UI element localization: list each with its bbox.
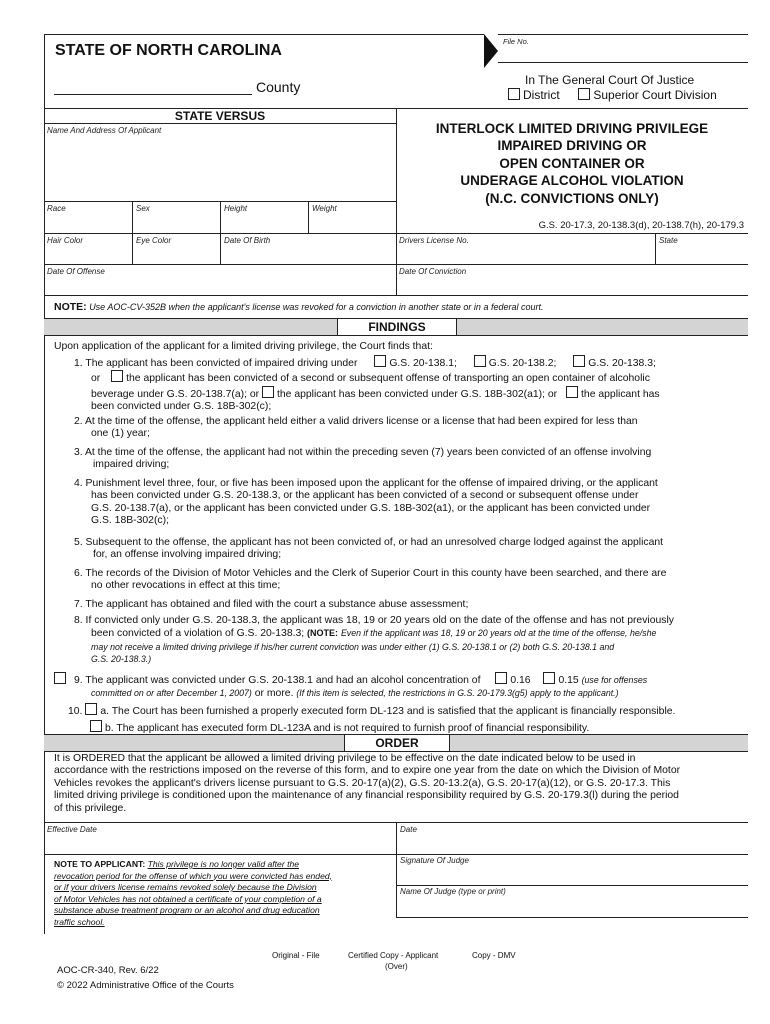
effective-date-label: Effective Date (47, 825, 97, 834)
finding-1-c2: the applicant has been convicted under G.S. 18B-302(a1); or (276, 388, 558, 400)
title-line-4: UNDERAGE ALCOHOL VIOLATION (460, 173, 684, 189)
title-line-5: (N.C. CONVICTIONS ONLY) (485, 190, 659, 206)
file-no-arrow-icon (484, 34, 498, 68)
gs-18b-302-c-checkbox[interactable] (566, 386, 578, 398)
finding-3 (74, 447, 651, 472)
race-label: Race (47, 204, 66, 213)
gs-20-138-3-checkbox[interactable] (573, 355, 585, 367)
finding-2-a: 2. At the time of the offense, the applicant held either a valid drivers license or a license that had been expired for less than (74, 416, 638, 427)
order-line-3: Vehicles revokes the applicant's drivers license pursuant to G.S. 20-17(a)(2), G.S. 20-13.2(a), G.S. 20-17(a)(12), or G.S. 20-17.3. This (54, 777, 671, 789)
gs-20-138-2-checkbox[interactable] (474, 355, 486, 367)
district-checkbox[interactable] (508, 88, 520, 100)
dl-123-checkbox[interactable] (85, 703, 97, 715)
finding-3-b: impaired driving; (93, 459, 170, 471)
applicant-note-line-5: substance abuse treatment program or an alcohol and drug education (54, 905, 320, 916)
finding-1-text: 1. The applicant has been convicted of impaired driving under (74, 358, 358, 369)
finding-7: 7. The applicant has obtained and filed with the court a substance abuse assessment; (74, 599, 469, 610)
date-offense-label: Date Of Offense (47, 267, 105, 276)
title-line-2: IMPAIRED DRIVING OR (497, 138, 647, 154)
finding-8-b: been convicted of a violation of G.S. 20-138.3; (91, 628, 305, 640)
form-number: AOC-CR-340, Rev. 6/22 (57, 965, 159, 976)
state-versus: STATE VERSUS (174, 109, 266, 123)
eye-color-label: Eye Color (136, 236, 172, 245)
finding-1 (74, 355, 754, 414)
finding-10-b: b. The applicant has executed form DL-123A and is not required to furnish proof of financial responsibility. (105, 723, 590, 735)
name-judge-field[interactable] (398, 897, 746, 915)
finding-4-d: G.S. 18B-302(c); (91, 515, 169, 527)
order-line-5: of this privilege. (54, 802, 127, 814)
gs-20-138-1-checkbox[interactable] (374, 355, 386, 367)
applicant-note-line-4: of Motor Vehicles has not obtained a certificate of your completion of a (54, 893, 322, 904)
finding-9-small: (use for offenses (581, 675, 648, 685)
bac-015-checkbox[interactable] (543, 672, 555, 684)
dl-123a-checkbox[interactable] (90, 720, 102, 732)
finding-10-num: 10. (68, 706, 83, 717)
finding-2 (74, 416, 638, 441)
form-title (398, 120, 746, 207)
file-no-field[interactable] (540, 35, 745, 61)
bac-015-label: 0.15 (558, 675, 579, 686)
finding-8-note-label: (NOTE: (307, 628, 339, 639)
finding-8-note-2: may not receive a limited driving privilege if his/her current conviction was under either (1) G.S. 20-138.1 or (2) both G.S. 20-138.1 and (91, 641, 615, 652)
finding-3-a: 3. At the time of the offense, the applicant had not within the preceding seven (7) years been convicted of an offense involving (74, 447, 652, 458)
date-field[interactable] (398, 835, 746, 853)
finding-8 (74, 615, 674, 666)
weight-label: Weight (312, 204, 337, 213)
finding-5-b: for, an offense involving impaired driving; (93, 549, 282, 561)
finding-9-checkbox[interactable] (54, 672, 66, 684)
title-line-1: INTERLOCK LIMITED DRIVING PRIVILEGE (435, 121, 709, 136)
gs-20-138-2-label: G.S. 20-138.2; (488, 358, 557, 369)
open-container-checkbox[interactable] (111, 370, 123, 382)
hair-color-label: Hair Color (47, 236, 84, 245)
name-judge-label: Name Of Judge (type or print) (400, 887, 506, 896)
file-no-label: File No. (503, 37, 529, 46)
finding-10-a: a. The Court has been furnished a properly executed form DL-123 and is satisfied that the applicant is financially responsible. (100, 706, 676, 717)
county-label: County (256, 79, 301, 95)
title-line-3: OPEN CONTAINER OR (499, 155, 645, 171)
copy-certified: Certified Copy - Applicant (348, 951, 439, 960)
findings-title: FINDINGS (337, 319, 457, 335)
superior-label: Superior Court Division (593, 88, 717, 102)
date-label: Date (400, 825, 417, 834)
applicant-note-line-3: or if your drivers license remains revoked solely because the Division (54, 882, 317, 893)
signature-judge-field[interactable] (398, 866, 746, 884)
gs-20-138-1-label: G.S. 20-138.1; (389, 358, 457, 369)
finding-5 (74, 537, 663, 562)
order-line-2: accordance with the restrictions imposed on the reverse of this form, and to expire one year from the date on which the Division of Motor (54, 765, 681, 777)
finding-1-open-container: the applicant has been convicted of a second or subsequent offense of transporting an open container of alcoholic (126, 373, 650, 385)
finding-1-c1: beverage under G.S. 20-138.7(a); or (91, 388, 260, 400)
finding-8-note-1: Even if the applicant was 18, 19 or 20 years old at the time of the offense, he/she (340, 628, 657, 639)
finding-2-b: one (1) year; (91, 428, 150, 440)
finding-6-b: no other revocations in effect at this time; (91, 580, 281, 592)
drivers-license-label: Drivers License No. (399, 236, 469, 245)
order-title: ORDER (344, 735, 450, 751)
finding-9-b1: committed on or after December 1, 2007) (91, 688, 252, 699)
applicant-note-line-1: This privilege is no longer valid after the (147, 859, 300, 869)
height-label: Height (224, 204, 248, 213)
finding-8-note-3: G.S. 20-138.3.) (91, 654, 152, 665)
date-conviction-label: Date Of Conviction (399, 267, 467, 276)
gs-20-138-3-label: G.S. 20-138.3; (588, 358, 656, 369)
copy-original: Original - File (272, 951, 320, 960)
finding-1-d: been convicted under G.S. 18B-302(c); (91, 401, 272, 413)
over-label: (Over) (385, 962, 408, 971)
applicant-note-line-2: revocation period for the offense of which you were convicted has ended, (54, 870, 333, 881)
bac-016-label: 0.16 (510, 675, 531, 686)
bac-016-checkbox[interactable] (495, 672, 507, 684)
state-title: STATE OF NORTH CAROLINA (55, 42, 282, 59)
finding-4 (74, 478, 658, 528)
superior-court-checkbox[interactable] (578, 88, 590, 100)
county-line[interactable] (54, 94, 252, 95)
applicant-note-line-6: traffic school. (54, 916, 105, 927)
copyright: © 2022 Administrative Office of the Courts (57, 980, 234, 991)
order-text (54, 753, 680, 815)
signature-judge-label: Signature Of Judge (400, 856, 469, 865)
gs-18b-302-a1-checkbox[interactable] (262, 386, 274, 398)
court-line: In The General Court Of Justice (525, 73, 695, 87)
findings-intro: Upon application of the applicant for a limited driving privilege, the Court finds that: (54, 341, 433, 352)
copy-dmv: Copy - DMV (472, 951, 516, 960)
finding-8-a: 8. If convicted only under G.S. 20-138.3, the applicant was 18, 19 or 20 years old on the date of the offense and has not previously (74, 615, 674, 626)
finding-4-a: 4. Punishment level three, four, or five has been imposed upon the applicant for the offense of impaired driving, or the applicant (74, 478, 658, 489)
finding-9-b2: or more. (254, 688, 294, 700)
finding-5-a: 5. Subsequent to the offense, the applicant has not been convicted of, or had an unresolved charge lodged against the applicant (74, 537, 664, 548)
finding-6-a: 6. The records of the Division of Motor Vehicles and the Clerk of Superior Court in this county have been searched, and there are (74, 568, 667, 579)
finding-9-b3: (If this item is selected, the restrictions in G.S. 20-179.3(g5) apply to the applicant.) (296, 688, 619, 699)
finding-9-a: 9. The applicant was convicted under G.S. 20-138.1 and had an alcohol concentration of (74, 675, 481, 686)
finding-9 (74, 672, 647, 701)
effective-date-field[interactable] (46, 835, 394, 853)
note-text: Use AOC-CV-352B when the applicant's license was revoked for a conviction in another state or in a federal court. (89, 302, 544, 312)
finding-1-c3: the applicant has (581, 388, 660, 400)
order-line-4: limited driving privilege is conditioned upon the maintenance of any financial responsibility required by G.S. 20-179.3(l) during the period (54, 790, 679, 802)
finding-4-c: G.S. 20-138.7(a), or the applicant has been convicted under G.S. 18B-302(a1), or the applicant has been convicted under (91, 502, 651, 514)
sex-label: Sex (136, 204, 150, 213)
name-address-field[interactable] (46, 136, 394, 198)
applicant-note (54, 859, 332, 929)
dob-label: Date Of Birth (224, 236, 271, 245)
note-label: NOTE: (54, 301, 87, 313)
district-label: District (523, 88, 560, 102)
finding-4-b: has been convicted under G.S. 20-138.3, or the applicant has been convicted of a second or subsequent offense under (91, 490, 639, 502)
finding-6 (74, 568, 666, 593)
finding-1-or: or (91, 373, 101, 385)
finding-10 (68, 703, 675, 736)
state-label: State (659, 236, 678, 245)
order-line-1: It is ORDERED that the applicant be allowed a limited driving privilege to be effective on the date indicated below to be used in (54, 753, 636, 764)
note (54, 301, 543, 313)
name-address-label: Name And Address Of Applicant (47, 126, 162, 135)
statutes: G.S. 20-17.3, 20-138.3(d), 20-138.7(h), 20-179.3 (538, 220, 744, 231)
applicant-note-label: NOTE TO APPLICANT: (54, 859, 146, 869)
